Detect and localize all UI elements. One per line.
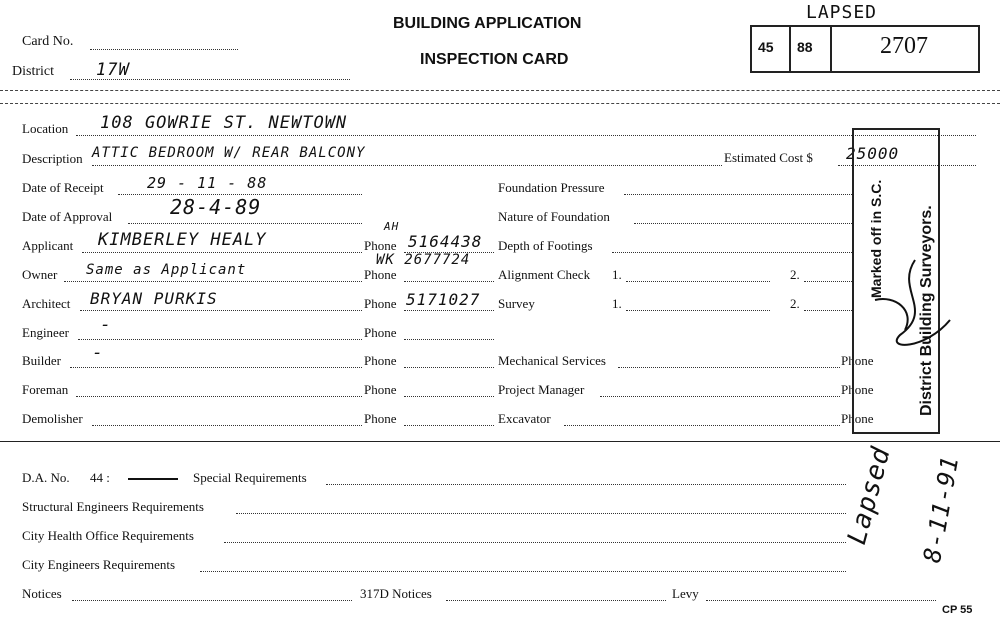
approval-label: Date of Approval bbox=[22, 209, 113, 224]
box-number-1: 45 bbox=[758, 39, 774, 55]
architect-value: BRYAN PURKIS bbox=[90, 289, 218, 308]
card-number-box bbox=[750, 25, 980, 73]
applicant-phone-label: Phone bbox=[364, 238, 397, 253]
survey-line-2 bbox=[804, 310, 852, 311]
foreman-phone-line bbox=[404, 396, 494, 397]
alignment-num-2: 2. bbox=[790, 267, 800, 282]
excavator-phone-label: Phone bbox=[841, 411, 874, 426]
special-req-line bbox=[326, 484, 846, 485]
survey-num-2: 2. bbox=[790, 296, 800, 311]
approval-value: 28-4-89 bbox=[170, 195, 262, 219]
form-title: BUILDING APPLICATION bbox=[393, 15, 582, 32]
da-dash bbox=[128, 478, 178, 480]
location-value: 108 GOWRIE ST. NEWTOWN bbox=[100, 113, 348, 133]
demolisher-line bbox=[92, 425, 362, 426]
city-eng-label: City Engineers Requirements bbox=[22, 557, 176, 572]
location-line bbox=[76, 135, 976, 136]
excavator-line bbox=[564, 425, 840, 426]
form-code: CP 55 bbox=[942, 604, 973, 616]
estimated-cost-value: 25000 bbox=[846, 144, 900, 163]
alignment-num-1: 1. bbox=[612, 267, 622, 282]
approval-line bbox=[128, 223, 362, 224]
health-line bbox=[224, 542, 846, 543]
notices-label: Notices bbox=[22, 586, 62, 601]
engineer-line bbox=[78, 339, 362, 340]
stamp-line-2: District Building Surveyors. bbox=[918, 205, 935, 416]
card-no-label: Card No. bbox=[22, 34, 74, 49]
alignment-line-1 bbox=[626, 281, 770, 282]
levy-label: Levy bbox=[672, 586, 699, 601]
structural-line bbox=[236, 513, 846, 514]
foreman-line bbox=[76, 396, 362, 397]
box-number-2: 88 bbox=[797, 39, 813, 55]
city-eng-line bbox=[200, 571, 846, 572]
special-req-label: Special Requirements bbox=[193, 470, 307, 485]
da-value: 44 : bbox=[90, 470, 110, 485]
engineer-phone-label: Phone bbox=[364, 325, 397, 340]
depth-footings-line bbox=[612, 252, 852, 253]
architect-phone-label: Phone bbox=[364, 296, 397, 311]
builder-line bbox=[70, 367, 362, 368]
owner-phone-line bbox=[404, 281, 494, 282]
mechanical-phone-label: Phone bbox=[841, 353, 874, 368]
demolisher-label: Demolisher bbox=[22, 411, 83, 426]
lapsed-date: 8-11-91 bbox=[918, 453, 965, 565]
alignment-line-2 bbox=[804, 281, 852, 282]
header-divider-2 bbox=[0, 103, 1000, 104]
owner-line bbox=[64, 281, 362, 282]
box-number-3: 2707 bbox=[880, 33, 928, 59]
builder-phone-label: Phone bbox=[364, 353, 397, 368]
district-value: 17W bbox=[96, 60, 130, 80]
notices-line bbox=[72, 600, 352, 601]
engineer-label: Engineer bbox=[22, 325, 69, 340]
nature-foundation-line bbox=[634, 223, 852, 224]
survey-line-1 bbox=[626, 310, 770, 311]
foundation-pressure-label: Foundation Pressure bbox=[498, 180, 605, 195]
project-manager-line bbox=[600, 396, 840, 397]
applicant-label: Applicant bbox=[22, 238, 74, 253]
owner-phone-value: WK 2677724 bbox=[376, 252, 471, 268]
lapsed-annotation: Lapsed bbox=[842, 443, 897, 548]
owner-phone-label: Phone bbox=[364, 267, 397, 282]
foreman-label: Foreman bbox=[22, 382, 69, 397]
card-no-line bbox=[90, 49, 238, 50]
description-value: ATTIC BEDROOM W/ REAR BALCONY bbox=[92, 145, 366, 161]
demolisher-phone-label: Phone bbox=[364, 411, 397, 426]
applicant-line bbox=[82, 252, 362, 253]
foreman-phone-label: Phone bbox=[364, 382, 397, 397]
builder-value: - bbox=[92, 342, 104, 363]
engineer-phone-line bbox=[404, 339, 494, 340]
box-divider-2 bbox=[830, 27, 832, 71]
notices-317d-line bbox=[446, 600, 666, 601]
architect-line bbox=[80, 310, 362, 311]
form-subtitle: INSPECTION CARD bbox=[420, 51, 569, 68]
section-divider bbox=[0, 441, 1000, 442]
header-divider bbox=[0, 90, 1000, 91]
estimated-cost-label: Estimated Cost $ bbox=[724, 150, 813, 165]
alignment-label: Alignment Check bbox=[498, 267, 591, 282]
da-label: D.A. No. bbox=[22, 470, 70, 485]
depth-footings-label: Depth of Footings bbox=[498, 238, 593, 253]
mechanical-line bbox=[618, 367, 840, 368]
survey-num-1: 1. bbox=[612, 296, 622, 311]
district-label: District bbox=[12, 64, 54, 79]
applicant-phone-value: 5164438 bbox=[408, 232, 483, 251]
builder-label: Builder bbox=[22, 353, 61, 368]
project-manager-phone-label: Phone bbox=[841, 382, 874, 397]
survey-label: Survey bbox=[498, 296, 535, 311]
architect-phone-value: 5171027 bbox=[406, 290, 481, 309]
notices-317d-label: 317D Notices bbox=[360, 586, 432, 601]
levy-line bbox=[706, 600, 936, 601]
nature-foundation-label: Nature of Foundation bbox=[498, 209, 610, 224]
receipt-label: Date of Receipt bbox=[22, 180, 104, 195]
project-manager-label: Project Manager bbox=[498, 382, 585, 397]
applicant-value: KIMBERLEY HEALY bbox=[98, 230, 267, 250]
receipt-value: 29 - 11 - 88 bbox=[147, 174, 268, 192]
owner-value: Same as Applicant bbox=[86, 262, 247, 278]
description-line bbox=[92, 165, 722, 166]
description-label: Description bbox=[22, 151, 83, 166]
signature-scribble bbox=[855, 240, 965, 360]
architect-label: Architect bbox=[22, 296, 71, 311]
applicant-phone-prefix: AH bbox=[384, 220, 400, 233]
engineer-value: - bbox=[100, 314, 112, 335]
structural-label: Structural Engineers Requirements bbox=[22, 499, 204, 514]
lapsed-note: LAPSED bbox=[806, 2, 878, 23]
builder-phone-line bbox=[404, 367, 494, 368]
stamp-line-1: Marked off in S.C. bbox=[868, 179, 884, 298]
architect-phone-line bbox=[404, 310, 494, 311]
box-divider-1 bbox=[789, 27, 791, 71]
demolisher-phone-line bbox=[404, 425, 494, 426]
health-label: City Health Office Requirements bbox=[22, 528, 194, 543]
mechanical-label: Mechanical Services bbox=[498, 353, 606, 368]
owner-label: Owner bbox=[22, 267, 58, 282]
foundation-pressure-line bbox=[624, 194, 852, 195]
location-label: Location bbox=[22, 121, 69, 136]
excavator-label: Excavator bbox=[498, 411, 551, 426]
